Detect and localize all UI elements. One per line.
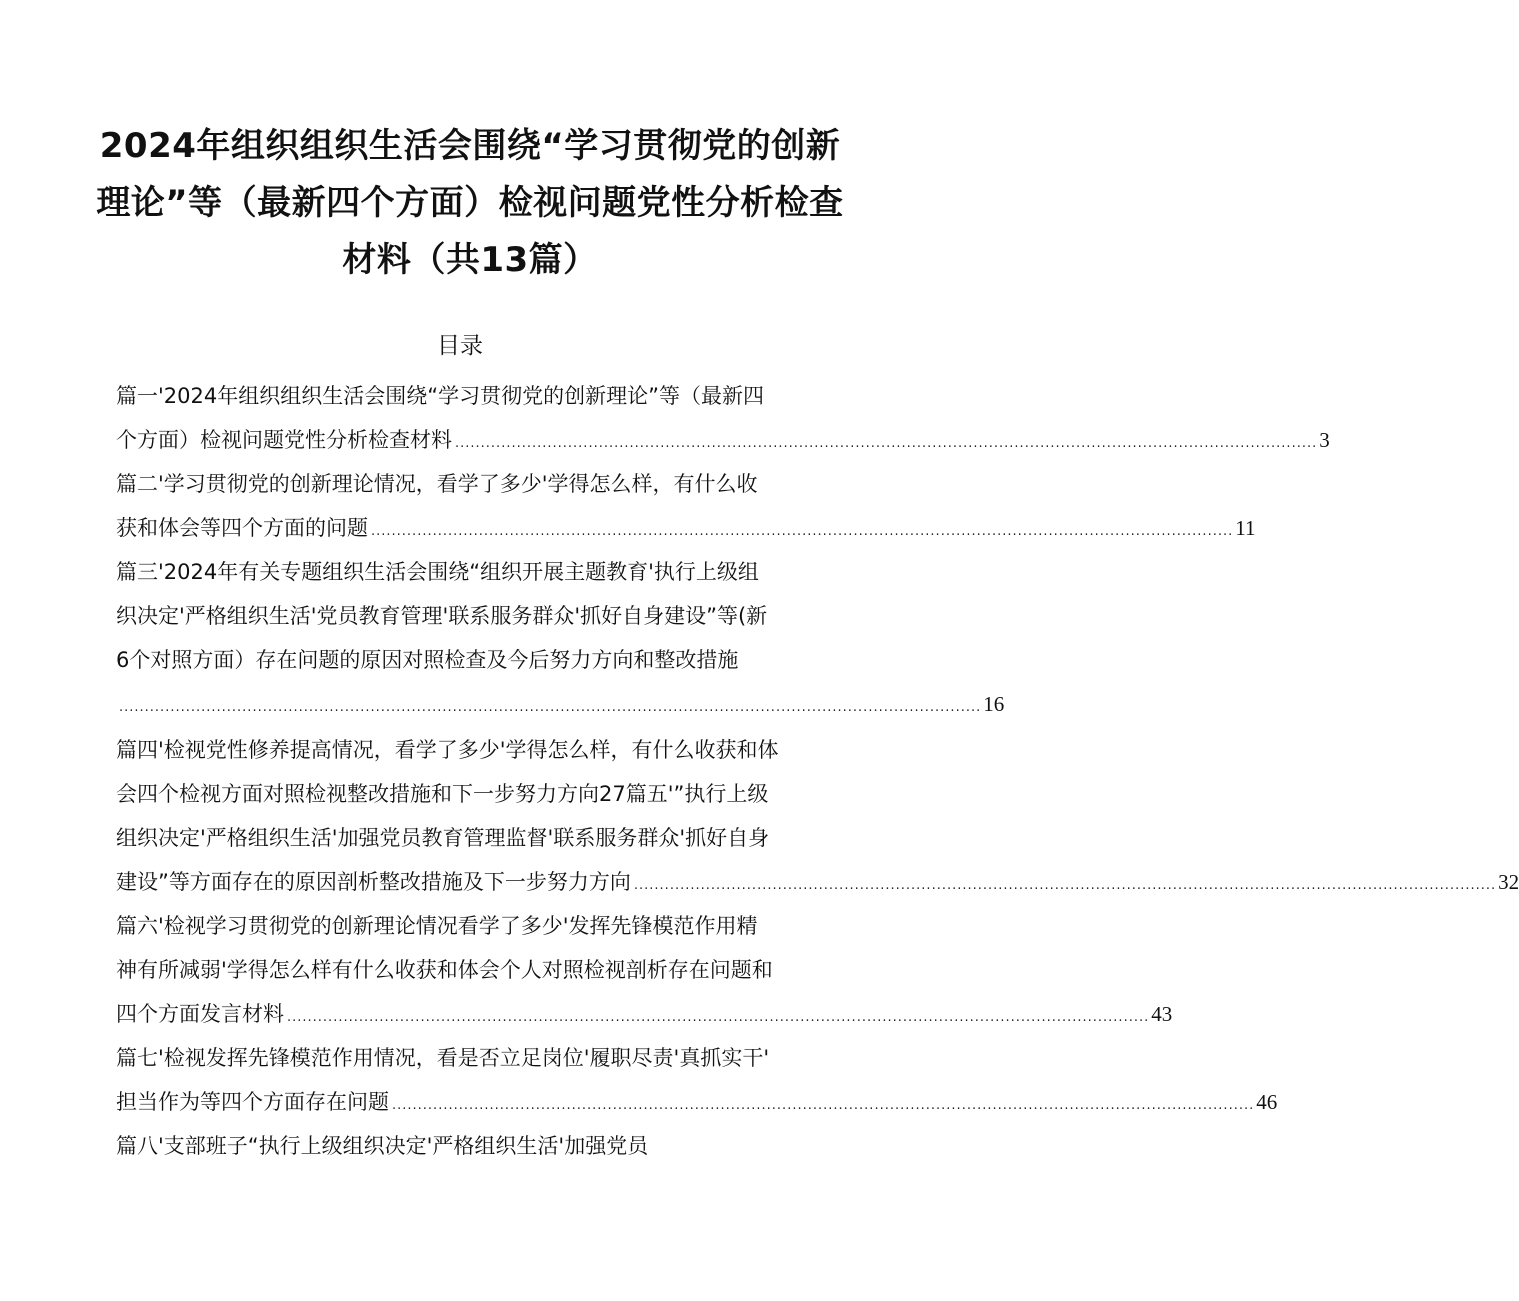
- toc-entry-3-last-line[interactable]: [116, 682, 1005, 728]
- toc-entry-text: 篇八'支部班子“执行上级组织决定'严格组织生活'加强党员: [116, 1134, 649, 1158]
- toc-entry-2-last-line[interactable]: [116, 506, 1256, 550]
- toc-entry-text: 个方面）检视问题党性分析检查材料: [116, 428, 452, 452]
- toc-page-number: 3: [1319, 428, 1330, 452]
- toc-entry-text: 篇六'检视学习贯彻党的创新理论情况看学了多少'发挥先锋模范作用精: [116, 914, 758, 938]
- dot-leader: ........................................................................................................................................................................: [119, 700, 982, 715]
- toc-page-number: 46: [1256, 1090, 1278, 1114]
- document-title: [90, 118, 850, 289]
- toc-page-number: 32: [1498, 870, 1519, 894]
- toc-page-number: 43: [1151, 1002, 1173, 1026]
- dot-leader: ........................................................................................................................................................................: [392, 1098, 1255, 1113]
- title-line: 理论”等（最新四个方面）检视问题党性分析检查: [96, 183, 844, 223]
- toc-entry-3-line: [116, 638, 836, 682]
- toc-entry-text: 篇三'2024年有关专题组织生活会围绕“组织开展主题教育'执行上级组: [116, 560, 759, 584]
- toc-entry-6-line: [116, 904, 836, 948]
- toc-entry-1-last-line[interactable]: [116, 418, 1330, 462]
- table-of-contents: [116, 374, 1519, 1168]
- toc-entry-text: 篇七'检视发挥先锋模范作用情况，看是否立足岗位'履职尽责'真抓实干': [116, 1046, 770, 1070]
- toc-entry-text: 6个对照方面）存在问题的原因对照检查及今后努力方向和整改措施: [116, 648, 739, 672]
- toc-entry-3-line: [116, 594, 836, 638]
- toc-entry-text: 神有所减弱'学得怎么样有什么收获和体会个人对照检视剖析存在问题和: [116, 958, 773, 982]
- toc-entry-2-line: [116, 462, 836, 506]
- toc-entry-4-line: [116, 772, 836, 816]
- dot-leader: ........................................................................................................................................................................: [455, 436, 1318, 451]
- toc-entry-text: 四个方面发言材料: [116, 1002, 284, 1026]
- toc-page-number: 16: [983, 692, 1005, 716]
- toc-entry-7-line: [116, 1036, 836, 1080]
- toc-entry-text: 会四个检视方面对照检视整改措施和下一步努力方向27篇五'”执行上级: [116, 782, 769, 806]
- dot-leader: ........................................................................................................................................................................: [371, 524, 1234, 539]
- toc-entry-8-line[interactable]: [116, 1124, 836, 1168]
- toc-entry-7-last-line[interactable]: [116, 1080, 1278, 1124]
- toc-entry-text: 建设”等方面存在的原因剖析整改措施及下一步努力方向: [116, 870, 631, 894]
- toc-heading: 目录: [437, 333, 483, 359]
- toc-entry-4-last-line[interactable]: [116, 860, 1519, 904]
- toc-entry-text: 篇四'检视党性修养提高情况，看学了多少'学得怎么样，有什么收获和体: [116, 738, 779, 762]
- toc-entry-6-line: [116, 948, 836, 992]
- toc-entry-text: 担当作为等四个方面存在问题: [116, 1090, 389, 1114]
- toc-entry-text: 篇一'2024年组织组织生活会围绕“学习贯彻党的创新理论”等（最新四: [116, 384, 764, 408]
- dot-leader: ........................................................................................................................................................................: [287, 1010, 1150, 1025]
- toc-entry-3-line: [116, 550, 836, 594]
- title-line: 2024年组织组织生活会围绕“学习贯彻党的创新: [99, 126, 841, 166]
- toc-entry-text: 织决定'严格组织生活'党员教育管理'联系服务群众'抓好自身建设”等(新: [116, 604, 768, 628]
- dot-leader: ........................................................................................................................................................................: [633, 878, 1497, 893]
- toc-entry-text: 篇二'学习贯彻党的创新理论情况，看学了多少'学得怎么样，有什么收: [116, 472, 758, 496]
- title-line: 材料（共13篇）: [342, 240, 598, 280]
- toc-entry-6-last-line[interactable]: [116, 992, 1173, 1036]
- toc-entry-1-line: [116, 374, 836, 418]
- toc-entry-text: 获和体会等四个方面的问题: [116, 516, 368, 540]
- toc-entry-4-line: [116, 816, 836, 860]
- toc-entry-4-line: [116, 728, 836, 772]
- toc-page-number: 11: [1235, 516, 1256, 540]
- toc-entry-text: 组织决定'严格组织生活'加强党员教育管理监督'联系服务群众'抓好自身: [116, 826, 770, 850]
